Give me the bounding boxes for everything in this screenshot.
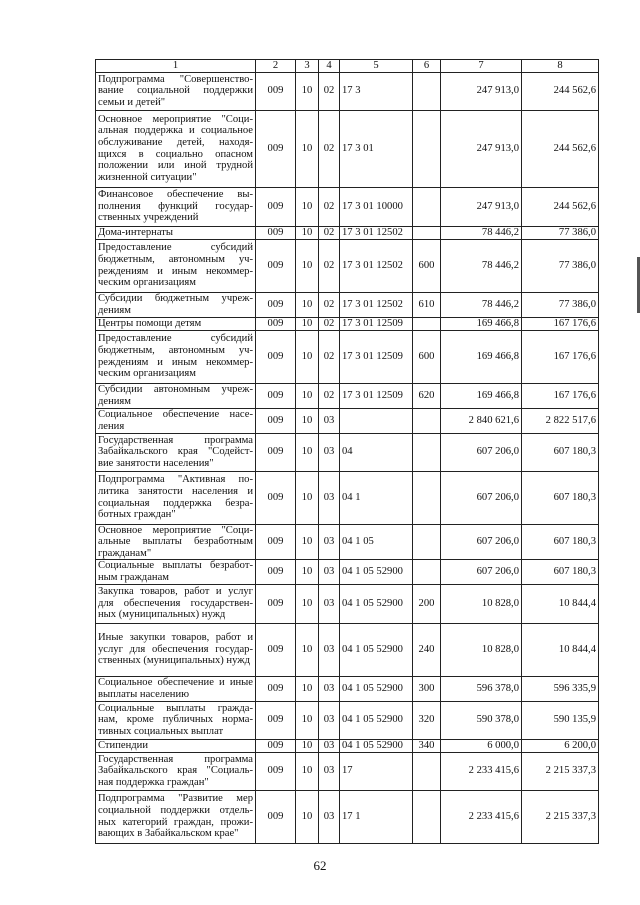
row-name: Субсидии бюджетным учреж-дениям [96,292,256,317]
row-ved-code: 009 [256,330,296,383]
row-name: Субсидии автономным учреж-дениям [96,383,256,408]
row-name: Государственная программа Забайкальского края "Содейст-вие занятости населения" [96,433,256,471]
row-amount-second: 77 386,0 [522,292,599,317]
row-name: Дома-интернаты [96,226,256,239]
row-ved-code: 009 [256,408,296,433]
table-row [96,524,599,560]
row-section-code: 10 [296,239,319,292]
row-name: Подпрограмма "Развитие мер социальной поддержки отдель-ных категорий граждан, прожи-вающих в Забайкальском крае" [96,790,256,843]
row-subsection-code: 02 [319,317,340,330]
row-subsection-code: 03 [319,524,340,560]
row-name: Основное мероприятие "Соци-альные выплаты безработным гражданам" [96,524,256,560]
row-name: Основное мероприятие "Соци-альная поддержка и социальное обслуживание детей, находя-щихся в социально опасном положении или иной трудной жизненной ситуации" [96,110,256,187]
row-expense-type: 620 [413,383,441,408]
column-header: 7 [441,60,522,73]
row-amount-second: 590 135,9 [522,701,599,739]
table-row [96,292,599,317]
row-name: Стипендии [96,739,256,752]
row-ved-code: 009 [256,383,296,408]
table-row [96,739,599,752]
row-expense-type [413,408,441,433]
row-subsection-code: 03 [319,623,340,676]
row-name: Социальное обеспечение насе-ления [96,408,256,433]
row-subsection-code: 02 [319,226,340,239]
row-expense-type [413,560,441,584]
row-amount-second: 607 180,3 [522,471,599,524]
row-ved-code: 009 [256,623,296,676]
table-row [96,72,599,110]
row-section-code: 10 [296,317,319,330]
row-subsection-code: 03 [319,560,340,584]
row-ved-code: 009 [256,471,296,524]
row-amount-second: 244 562,6 [522,110,599,187]
row-ved-code: 009 [256,560,296,584]
row-expense-type: 200 [413,584,441,623]
row-expense-type [413,110,441,187]
row-ved-code: 009 [256,226,296,239]
row-subsection-code: 03 [319,433,340,471]
row-target-article: 04 1 05 52900 [340,739,413,752]
row-amount-second: 2 215 337,3 [522,752,599,790]
row-expense-type: 600 [413,330,441,383]
row-name: Государственная программа Забайкальского края "Социаль-ная поддержка граждан" [96,752,256,790]
row-expense-type [413,72,441,110]
row-amount-second: 596 335,9 [522,676,599,701]
row-target-article: 04 1 [340,471,413,524]
row-target-article: 04 1 05 52900 [340,560,413,584]
row-section-code: 10 [296,471,319,524]
row-section-code: 10 [296,560,319,584]
row-subsection-code: 03 [319,676,340,701]
row-amount-first: 6 000,0 [441,739,522,752]
row-subsection-code: 02 [319,239,340,292]
table-row [96,790,599,843]
row-subsection-code: 02 [319,72,340,110]
row-ved-code: 009 [256,433,296,471]
row-ved-code: 009 [256,239,296,292]
row-subsection-code: 03 [319,584,340,623]
row-section-code: 10 [296,292,319,317]
table-row [96,701,599,739]
row-section-code: 10 [296,383,319,408]
row-amount-first: 607 206,0 [441,560,522,584]
row-ved-code: 009 [256,292,296,317]
row-subsection-code: 03 [319,471,340,524]
row-subsection-code: 02 [319,110,340,187]
row-amount-second: 77 386,0 [522,239,599,292]
row-subsection-code: 02 [319,330,340,383]
row-target-article: 04 1 05 52900 [340,676,413,701]
row-subsection-code: 03 [319,752,340,790]
row-amount-second: 607 180,3 [522,433,599,471]
row-expense-type [413,317,441,330]
row-expense-type [413,790,441,843]
row-section-code: 10 [296,739,319,752]
row-expense-type [413,187,441,226]
row-expense-type [413,471,441,524]
row-ved-code: 009 [256,790,296,843]
column-header: 8 [522,60,599,73]
row-name: Социальные выплаты безработ-ным гражданам [96,560,256,584]
row-expense-type [413,524,441,560]
column-header: 5 [340,60,413,73]
table-row [96,239,599,292]
row-amount-first: 2 233 415,6 [441,752,522,790]
row-name: Подпрограмма "Совершенство-вание социальной поддержки семьи и детей" [96,72,256,110]
row-name: Социальные выплаты гражда-нам, кроме публичных норма-тивных социальных выплат [96,701,256,739]
row-name: Предоставление субсидий бюджетным, автономным уч-реждениям и иным некоммер-ческим организациям [96,330,256,383]
row-target-article: 17 3 01 [340,110,413,187]
table-row [96,560,599,584]
row-expense-type: 340 [413,739,441,752]
row-amount-first: 2 840 621,6 [441,408,522,433]
table-body [96,72,599,843]
row-subsection-code: 03 [319,408,340,433]
row-amount-second: 167 176,6 [522,383,599,408]
row-amount-first: 169 466,8 [441,317,522,330]
table-row [96,676,599,701]
budget-table [95,59,599,844]
row-section-code: 10 [296,584,319,623]
row-target-article: 17 3 01 12502 [340,292,413,317]
row-target-article: 04 1 05 52900 [340,701,413,739]
row-section-code: 10 [296,433,319,471]
row-target-article: 17 3 01 12509 [340,317,413,330]
row-expense-type: 600 [413,239,441,292]
row-amount-first: 78 446,2 [441,226,522,239]
table-header-row [96,60,599,73]
row-target-article: 17 [340,752,413,790]
row-target-article: 17 3 01 12509 [340,383,413,408]
column-header: 3 [296,60,319,73]
row-ved-code: 009 [256,72,296,110]
row-section-code: 10 [296,752,319,790]
row-target-article: 04 1 05 52900 [340,623,413,676]
row-section-code: 10 [296,330,319,383]
row-ved-code: 009 [256,187,296,226]
table-row [96,433,599,471]
row-section-code: 10 [296,790,319,843]
row-expense-type [413,226,441,239]
row-subsection-code: 02 [319,187,340,226]
table-row [96,226,599,239]
row-name: Финансовое обеспечение вы-полнения функций государ-ственных учреждений [96,187,256,226]
row-amount-second: 167 176,6 [522,317,599,330]
row-target-article: 17 3 01 12502 [340,239,413,292]
row-amount-second: 77 386,0 [522,226,599,239]
row-amount-first: 169 466,8 [441,383,522,408]
row-amount-first: 247 913,0 [441,110,522,187]
row-expense-type: 240 [413,623,441,676]
column-header: 4 [319,60,340,73]
row-ved-code: 009 [256,701,296,739]
row-expense-type: 300 [413,676,441,701]
row-ved-code: 009 [256,752,296,790]
row-amount-second: 6 200,0 [522,739,599,752]
row-name: Подпрограмма "Активная по-литика занятости населения и социальная поддержка безра-ботных граждан" [96,471,256,524]
table-row [96,330,599,383]
row-amount-first: 607 206,0 [441,471,522,524]
row-target-article: 17 3 [340,72,413,110]
row-section-code: 10 [296,701,319,739]
row-amount-first: 590 378,0 [441,701,522,739]
row-target-article: 17 1 [340,790,413,843]
table-row [96,383,599,408]
column-header: 2 [256,60,296,73]
row-amount-first: 607 206,0 [441,433,522,471]
row-amount-second: 244 562,6 [522,187,599,226]
row-expense-type [413,752,441,790]
row-amount-first: 78 446,2 [441,292,522,317]
row-expense-type [413,433,441,471]
row-ved-code: 009 [256,317,296,330]
row-amount-first: 247 913,0 [441,187,522,226]
page-number: 62 [313,858,327,873]
row-section-code: 10 [296,110,319,187]
row-amount-first: 247 913,0 [441,72,522,110]
row-amount-first: 169 466,8 [441,330,522,383]
row-expense-type: 320 [413,701,441,739]
row-name: Социальное обеспечение и иные выплаты населению [96,676,256,701]
row-target-article [340,408,413,433]
row-section-code: 10 [296,676,319,701]
table-row [96,187,599,226]
row-amount-first: 596 378,0 [441,676,522,701]
row-amount-second: 607 180,3 [522,524,599,560]
row-amount-first: 10 828,0 [441,584,522,623]
row-amount-first: 78 446,2 [441,239,522,292]
column-header: 1 [96,60,256,73]
row-subsection-code: 03 [319,701,340,739]
row-target-article: 04 1 05 52900 [340,584,413,623]
row-ved-code: 009 [256,584,296,623]
row-target-article: 04 1 05 [340,524,413,560]
row-section-code: 10 [296,408,319,433]
row-amount-second: 10 844,4 [522,623,599,676]
row-expense-type: 610 [413,292,441,317]
row-ved-code: 009 [256,110,296,187]
table-row [96,110,599,187]
row-amount-first: 2 233 415,6 [441,790,522,843]
row-section-code: 10 [296,226,319,239]
row-section-code: 10 [296,524,319,560]
row-target-article: 17 3 01 12502 [340,226,413,239]
table-row [96,471,599,524]
row-ved-code: 009 [256,676,296,701]
row-target-article: 17 3 01 12509 [340,330,413,383]
row-name: Центры помощи детям [96,317,256,330]
row-target-article: 17 3 01 10000 [340,187,413,226]
row-subsection-code: 02 [319,292,340,317]
row-ved-code: 009 [256,739,296,752]
column-header: 6 [413,60,441,73]
row-subsection-code: 03 [319,790,340,843]
row-name: Закупка товаров, работ и услуг для обеспечения государствен-ных (муниципальных) нужд [96,584,256,623]
row-amount-second: 244 562,6 [522,72,599,110]
table-row [96,317,599,330]
row-amount-second: 10 844,4 [522,584,599,623]
row-amount-second: 607 180,3 [522,560,599,584]
row-section-code: 10 [296,187,319,226]
row-section-code: 10 [296,72,319,110]
row-amount-first: 607 206,0 [441,524,522,560]
row-subsection-code: 03 [319,739,340,752]
row-target-article: 04 [340,433,413,471]
row-name: Предоставление субсидий бюджетным, автономным уч-реждениям и иным некоммер-ческим организациям [96,239,256,292]
row-amount-second: 2 215 337,3 [522,790,599,843]
row-amount-second: 2 822 517,6 [522,408,599,433]
row-section-code: 10 [296,623,319,676]
row-subsection-code: 02 [319,383,340,408]
row-name: Иные закупки товаров, работ и услуг для обеспечения государ-ственных (муниципальных) нужд [96,623,256,676]
table-row [96,623,599,676]
table-row [96,752,599,790]
row-amount-first: 10 828,0 [441,623,522,676]
table-row [96,584,599,623]
row-ved-code: 009 [256,524,296,560]
row-amount-second: 167 176,6 [522,330,599,383]
table-row [96,408,599,433]
